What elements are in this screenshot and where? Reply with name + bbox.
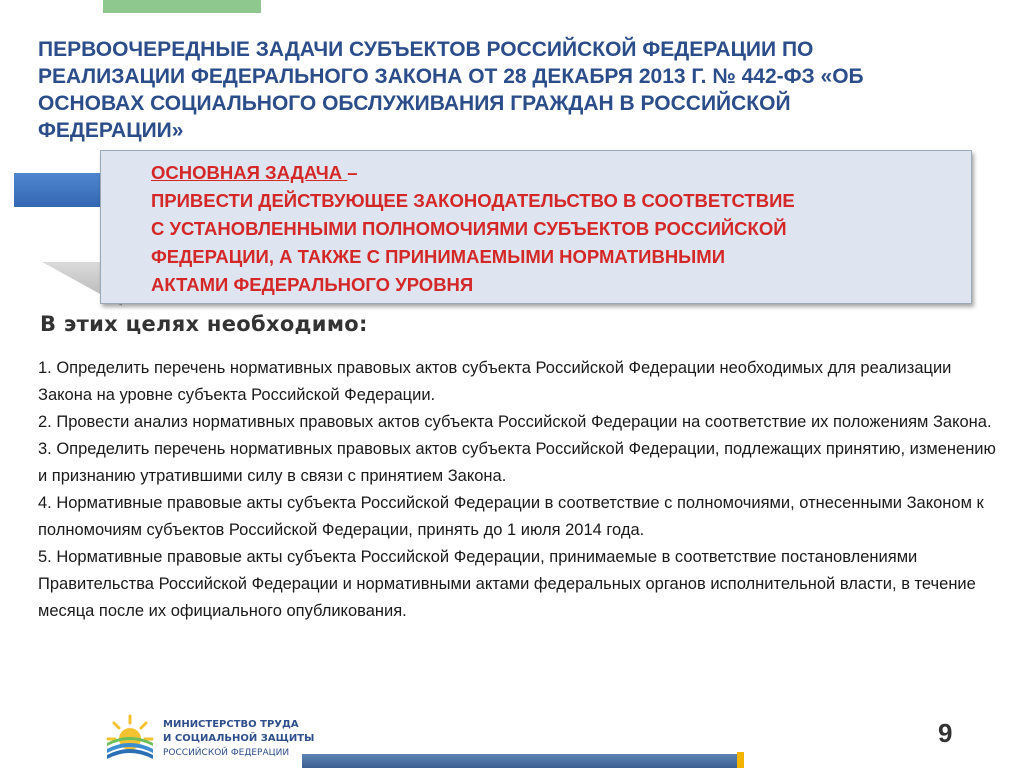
main-task-line: ФЕДЕРАЦИИ, А ТАКЖЕ С ПРИНИМАЕМЫМИ НОРМАТИВНЫМИ [151, 246, 725, 267]
footer-accent [737, 752, 744, 768]
list-item: 5. Нормативные правовые акты субъекта Российской Федерации, принимаемые в соответствие постановлениями Правительства Российской Федерации и нормативными актами федеральных органов исполнительной власти, в течение месяца после их официального опубликования. [38, 548, 976, 620]
ministry-name [163, 718, 314, 760]
slide-title: ПЕРВООЧЕРЕДНЫЕ ЗАДАЧИ СУБЪЕКТОВ РОССИЙСКОЙ ФЕДЕРАЦИИ ПО РЕАЛИЗАЦИИ ФЕДЕРАЛЬНОГО ЗАКОНА ОТ 28 ДЕКАБРЯ 2013 Г. № 442-ФЗ «ОБ ОСНОВАХ СОЦИАЛЬНОГО ОБСЛУЖИВАНИЯ ГРАЖДАН В РОССИЙСКОЙ ФЕДЕРАЦИИ» [38, 38, 864, 142]
ministry-name-line: РОССИЙСКОЙ ФЕДЕРАЦИИ [163, 748, 290, 758]
ministry-name-line: И СОЦИАЛЬНОЙ ЗАЩИТЫ [163, 733, 315, 744]
task-list [38, 355, 998, 625]
section-subheading: В этих целях необходимо: [40, 312, 368, 336]
top-accent-bar [103, 0, 261, 13]
main-task-line: ПРИВЕСТИ ДЕЙСТВУЮЩЕЕ ЗАКОНОДАТЕЛЬСТВО В СООТВЕТСТВИЕ [151, 190, 795, 211]
main-task-line: АКТАМИ ФЕДЕРАЛЬНОГО УРОВНЯ [151, 274, 474, 295]
list-item: 4. Нормативные правовые акты субъекта Российской Федерации в соответствие с полномочиями, отнесенными Законом к полномочиям субъектов Российской Федерации, принять до 1 июля 2014 года. [38, 494, 984, 539]
list-item: 2. Провести анализ нормативных правовых актов субъекта Российской Федерации на соответствие их положениям Закона. [38, 413, 992, 431]
main-task-box [100, 150, 972, 304]
list-item: 1. Определить перечень нормативных правовых актов субъекта Российской Федерации необходимых для реализации Закона на уровне субъекта Российской Федерации. [38, 359, 952, 404]
main-task-heading: ОСНОВНАЯ ЗАДАЧА [151, 162, 348, 183]
footer-bar [302, 754, 740, 768]
list-item: 3. Определить перечень нормативных правовых актов субъекта Российской Федерации, подлежащих принятию, изменению и признанию утратившими силу в связи с принятием Закона. [38, 440, 996, 485]
page-number: 9 [938, 718, 953, 748]
main-task-line: С УСТАНОВЛЕННЫМИ ПОЛНОМОЧИЯМИ СУБЪЕКТОВ РОССИЙСКОЙ [151, 218, 787, 239]
ministry-sun-logo-icon [105, 713, 155, 763]
main-task-dash: – [347, 162, 358, 183]
ministry-name-line: МИНИСТЕРСТВО ТРУДА [163, 719, 299, 730]
main-task-text [151, 159, 951, 299]
